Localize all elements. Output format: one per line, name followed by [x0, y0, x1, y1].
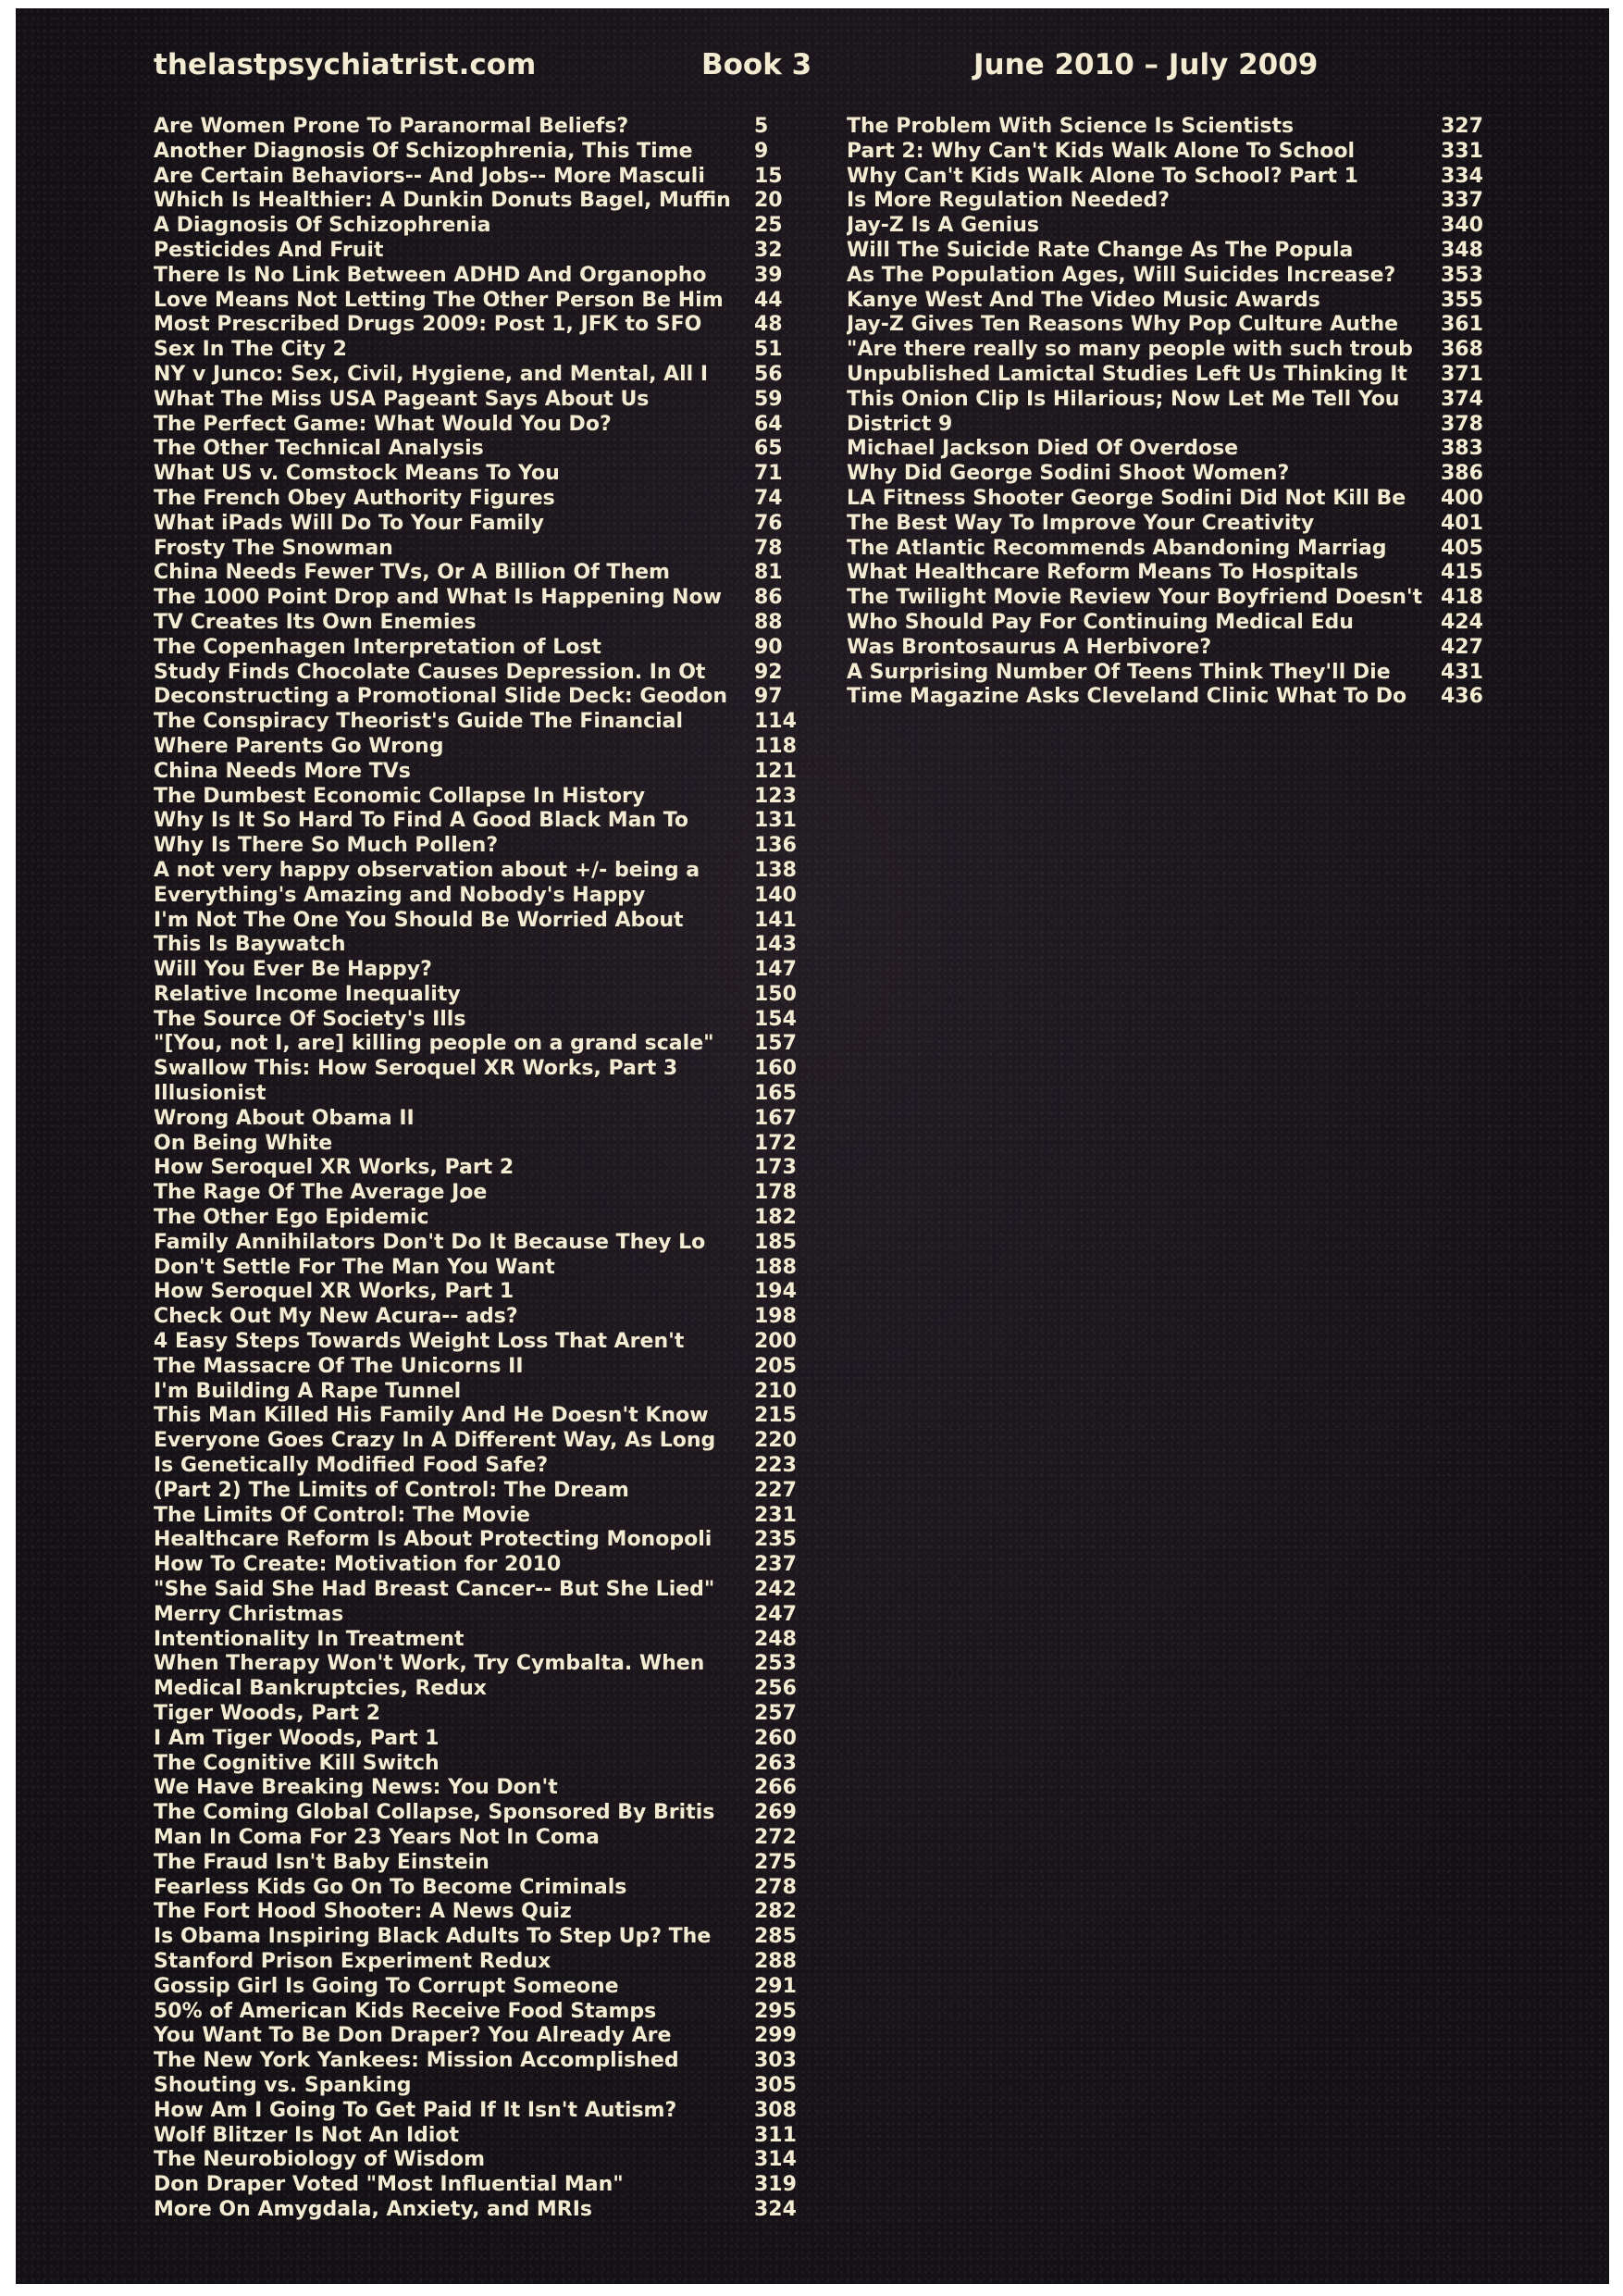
toc-entry-title: This Man Killed His Family And He Doesn't Know	[154, 1404, 709, 1428]
toc-entry-title: We Have Breaking News: You Don't	[154, 1776, 558, 1800]
toc-entry-page: 405	[1441, 536, 1483, 560]
book-number: Book 3	[701, 48, 812, 81]
toc-entry-title: Man In Coma For 23 Years Not In Coma	[154, 1825, 600, 1849]
toc-entry-title: Kanye West And The Video Music Awards	[847, 288, 1320, 312]
toc-entry-page: 256	[754, 1677, 797, 1701]
toc-entry-title: Pesticides And Fruit	[154, 238, 384, 262]
toc-entry-page: 311	[754, 2123, 797, 2147]
toc-entry-title: When Therapy Won't Work, Try Cymbalta. When	[154, 1652, 705, 1676]
toc-entry-title: China Needs More TVs	[154, 759, 411, 783]
toc-entry-page: 237	[754, 1553, 797, 1577]
toc-entry-title: Time Magazine Asks Cleveland Clinic What To Do	[847, 685, 1407, 709]
toc-entry-page: 121	[754, 759, 797, 783]
toc-entry-page: 5	[754, 115, 769, 138]
toc-entry-title: This Onion Clip Is Hilarious; Now Let Me Tell You	[847, 387, 1400, 411]
toc-entry-title: Intentionality In Treatment	[154, 1627, 465, 1651]
toc-entry-title: Is Genetically Modified Food Safe?	[154, 1454, 549, 1478]
toc-entry-page: 39	[754, 263, 783, 287]
toc-entry-page: 51	[754, 338, 783, 362]
toc-entry-page: 295	[754, 1999, 797, 2023]
toc-entry-title: Part 2: Why Can't Kids Walk Alone To School	[847, 139, 1356, 163]
toc-entry-page: 374	[1441, 387, 1483, 411]
toc-entry-title: Merry Christmas	[154, 1602, 344, 1626]
toc-entry-title: A not very happy observation about +/- being a	[154, 858, 700, 882]
toc-entry-title: How To Create: Motivation for 2010	[154, 1553, 562, 1577]
toc-entry-page: 157	[754, 1032, 797, 1056]
toc-entry-title: Why Did George Sodini Shoot Women?	[847, 462, 1290, 486]
toc-entry-title: Frosty The Snowman	[154, 536, 393, 560]
toc-entry-title: Is More Regulation Needed?	[847, 189, 1170, 213]
toc-entry-title: A Surprising Number Of Teens Think They'll Die	[847, 660, 1391, 684]
toc-entry-page: 210	[754, 1379, 797, 1403]
toc-entry-page: 136	[754, 834, 797, 858]
toc-entry-title: The Copenhagen Interpretation of Lost	[154, 635, 601, 659]
toc-entry-page: 20	[754, 189, 783, 213]
toc-entry-title: Wrong About Obama II	[154, 1106, 415, 1130]
toc-entry-page: 114	[754, 710, 797, 734]
toc-entry-title: Don Draper Voted "Most Influential Man"	[154, 2173, 624, 2197]
toc-entry-page: 185	[754, 1230, 797, 1254]
toc-entry-title: I'm Building A Rape Tunnel	[154, 1379, 462, 1403]
toc-entry-page: 64	[754, 412, 783, 436]
toc-entry-page: 97	[754, 685, 783, 709]
toc-entry-page: 165	[754, 1082, 797, 1106]
toc-entry-page: 431	[1441, 660, 1483, 684]
toc-entry-page: 269	[754, 1801, 797, 1825]
toc-entry-title: Are Certain Behaviors-- And Jobs-- More Masculi	[154, 164, 705, 188]
toc-entry-page: 400	[1441, 486, 1483, 510]
toc-entry-title: Medical Bankruptcies, Redux	[154, 1677, 487, 1701]
toc-entry-page: 25	[754, 214, 783, 238]
toc-entry-page: 353	[1441, 263, 1483, 287]
toc-entry-title: The Source Of Society's Ills	[154, 1007, 466, 1031]
toc-entry-page: 327	[1441, 115, 1483, 138]
toc-entry-title: LA Fitness Shooter George Sodini Did Not Kill Be	[847, 486, 1406, 510]
toc-entry-title: Healthcare Reform Is About Protecting Monopoli	[154, 1528, 712, 1552]
toc-entry-page: 65	[754, 437, 783, 461]
toc-entry-title: Everything's Amazing and Nobody's Happy	[154, 883, 646, 907]
toc-entry-page: 172	[754, 1131, 797, 1155]
toc-entry-page: 220	[754, 1429, 797, 1453]
toc-entry-title: Jay-Z Is A Genius	[847, 214, 1040, 238]
toc-entry-page: 291	[754, 1974, 797, 1998]
toc-entry-page: 242	[754, 1578, 797, 1602]
toc-entry-page: 131	[754, 809, 797, 833]
toc-entry-page: 200	[754, 1330, 797, 1354]
toc-entry-page: 272	[754, 1825, 797, 1849]
toc-entry-title: Why Can't Kids Walk Alone To School? Part 1	[847, 164, 1358, 188]
toc-entry-page: 88	[754, 610, 783, 634]
toc-entry-page: 331	[1441, 139, 1483, 163]
toc-entry-page: 81	[754, 561, 783, 585]
toc-entry-title: The Twilight Movie Review Your Boyfriend Doesn't	[847, 586, 1423, 610]
toc-entry-page: 150	[754, 982, 797, 1006]
toc-entry-title: 4 Easy Steps Towards Weight Loss That Aren't	[154, 1330, 685, 1354]
toc-entry-page: 15	[754, 164, 783, 188]
toc-entry-title: On Being White	[154, 1131, 333, 1155]
toc-entry-page: 368	[1441, 338, 1483, 362]
toc-entry-page: 48	[754, 313, 783, 337]
toc-entry-title: Is Obama Inspiring Black Adults To Step Up? The	[154, 1925, 712, 1949]
toc-entry-title: What The Miss USA Pageant Says About Us	[154, 387, 650, 411]
toc-entry-page: 285	[754, 1925, 797, 1949]
toc-entry-page: 337	[1441, 189, 1483, 213]
toc-entry-page: 263	[754, 1751, 797, 1775]
toc-entry-title: The 1000 Point Drop and What Is Happening Now	[154, 586, 722, 610]
toc-entry-page: 227	[754, 1478, 797, 1502]
toc-entry-page: 188	[754, 1255, 797, 1279]
toc-entry-title: How Seroquel XR Works, Part 1	[154, 1280, 514, 1304]
toc-entry-page: 138	[754, 858, 797, 882]
toc-entry-title: TV Creates Its Own Enemies	[154, 610, 477, 634]
toc-entry-title: The Perfect Game: What Would You Do?	[154, 412, 612, 436]
toc-entry-page: 361	[1441, 313, 1483, 337]
toc-entry-page: 86	[754, 586, 783, 610]
toc-entry-title: Shouting vs. Spanking	[154, 2073, 412, 2097]
toc-entry-page: 257	[754, 1702, 797, 1725]
toc-entry-title: Which Is Healthier: A Dunkin Donuts Bagel, Muffin	[154, 189, 731, 213]
toc-entry-title: Will You Ever Be Happy?	[154, 958, 432, 982]
toc-entry-page: 299	[754, 2024, 797, 2048]
toc-entry-title: "Are there really so many people with such troub	[847, 338, 1413, 362]
toc-entry-page: 436	[1441, 685, 1483, 709]
toc-entry-title: The Cognitive Kill Switch	[154, 1751, 440, 1775]
toc-entry-page: 303	[754, 2049, 797, 2073]
toc-entry-title: Don't Settle For The Man You Want	[154, 1255, 555, 1279]
toc-entry-title: More On Amygdala, Anxiety, and MRIs	[154, 2197, 593, 2221]
toc-entry-page: 355	[1441, 288, 1483, 312]
toc-entry-title: Wolf Blitzer Is Not An Idiot	[154, 2123, 460, 2147]
toc-entry-page: 427	[1441, 635, 1483, 659]
toc-entry-title: Tiger Woods, Part 2	[154, 1702, 381, 1725]
toc-entry-title: "She Said She Had Breast Cancer-- But She Lied"	[154, 1578, 715, 1602]
toc-entry-title: Study Finds Chocolate Causes Depression. In Ot	[154, 660, 706, 684]
toc-entry-page: 182	[754, 1206, 797, 1230]
toc-entry-title: (Part 2) The Limits of Control: The Dream	[154, 1478, 629, 1502]
toc-entry-title: Michael Jackson Died Of Overdose	[847, 437, 1239, 461]
toc-entry-page: 59	[754, 387, 783, 411]
toc-entry-title: How Am I Going To Get Paid If It Isn't Autism?	[154, 2098, 677, 2122]
toc-entry-page: 143	[754, 933, 797, 957]
toc-entry-title: There Is No Link Between ADHD And Organopho	[154, 263, 707, 287]
toc-entry-page: 56	[754, 362, 783, 386]
toc-entry-title: Gossip Girl Is Going To Corrupt Someone	[154, 1974, 619, 1998]
toc-entry-title: What iPads Will Do To Your Family	[154, 511, 544, 535]
toc-entry-page: 76	[754, 511, 783, 535]
toc-entry-page: 324	[754, 2197, 797, 2221]
toc-entry-title: The New York Yankees: Mission Accomplished	[154, 2049, 679, 2073]
toc-entry-title: The Neurobiology of Wisdom	[154, 2148, 486, 2172]
toc-entry-page: 340	[1441, 214, 1483, 238]
toc-entry-page: 154	[754, 1007, 797, 1031]
toc-entry-page: 248	[754, 1627, 797, 1651]
toc-entry-title: The Fraud Isn't Baby Einstein	[154, 1850, 489, 1874]
toc-entry-title: The Other Technical Analysis	[154, 437, 484, 461]
toc-entry-page: 223	[754, 1454, 797, 1478]
toc-entry-title: The Fort Hood Shooter: A News Quiz	[154, 1900, 572, 1924]
toc-entry-title: Was Brontosaurus A Herbivore?	[847, 635, 1212, 659]
toc-entry-title: The Massacre Of The Unicorns II	[154, 1354, 524, 1378]
toc-entry-title: Swallow This: How Seroquel XR Works, Part 3	[154, 1057, 678, 1081]
toc-entry-page: 378	[1441, 412, 1483, 436]
toc-entry-title: Will The Suicide Rate Change As The Popula	[847, 238, 1354, 262]
toc-entry-page: 32	[754, 238, 783, 262]
toc-entry-page: 305	[754, 2073, 797, 2097]
toc-entry-page: 278	[754, 1875, 797, 1899]
toc-entry-title: China Needs Fewer TVs, Or A Billion Of Them	[154, 561, 670, 585]
toc-entry-page: 415	[1441, 561, 1483, 585]
toc-entry-page: 371	[1441, 362, 1483, 386]
toc-entry-page: 386	[1441, 462, 1483, 486]
toc-entry-title: Deconstructing a Promotional Slide Deck: Geodon	[154, 685, 727, 709]
toc-entry-title: The French Obey Authority Figures	[154, 486, 555, 510]
toc-entry-page: 9	[754, 139, 769, 163]
toc-entry-page: 141	[754, 908, 797, 932]
date-range: June 2010 – July 2009	[973, 48, 1319, 81]
toc-entry-title: The Other Ego Epidemic	[154, 1206, 429, 1230]
toc-entry-title: The Problem With Science Is Scientists	[847, 115, 1295, 138]
toc-entry-title: Jay-Z Gives Ten Reasons Why Pop Culture Authe	[847, 313, 1399, 337]
toc-entry-page: 74	[754, 486, 783, 510]
toc-entry-title: As The Population Ages, Will Suicides Increase?	[847, 263, 1396, 287]
toc-entry-title: Most Prescribed Drugs 2009: Post 1, JFK to SFO	[154, 313, 702, 337]
toc-entry-page: 118	[754, 734, 797, 758]
toc-entry-page: 160	[754, 1057, 797, 1081]
toc-entry-title: Who Should Pay For Continuing Medical Edu	[847, 610, 1354, 634]
toc-entry-page: 194	[754, 1280, 797, 1304]
toc-entry-title: Love Means Not Letting The Other Person Be Him	[154, 288, 724, 312]
toc-entry-title: A Diagnosis Of Schizophrenia	[154, 214, 491, 238]
toc-entry-page: 231	[754, 1503, 797, 1527]
toc-entry-title: The Conspiracy Theorist's Guide The Financial	[154, 710, 684, 734]
toc-entry-page: 319	[754, 2173, 797, 2197]
toc-entry-title: The Dumbest Economic Collapse In History	[154, 784, 646, 808]
toc-entry-title: Why Is It So Hard To Find A Good Black Man To	[154, 809, 688, 833]
toc-entry-page: 235	[754, 1528, 797, 1552]
toc-entry-title: Family Annihilators Don't Do It Because They Lo	[154, 1230, 706, 1254]
toc-entry-title: Stanford Prison Experiment Redux	[154, 1949, 551, 1973]
toc-entry-title: This Is Baywatch	[154, 933, 346, 957]
toc-entry-page: 167	[754, 1106, 797, 1130]
toc-entry-title: The Limits Of Control: The Movie	[154, 1503, 530, 1527]
toc-entry-page: 401	[1441, 511, 1483, 535]
toc-entry-title: You Want To Be Don Draper? You Already Are	[154, 2024, 672, 2048]
toc-entry-page: 288	[754, 1949, 797, 1973]
toc-entry-page: 140	[754, 883, 797, 907]
toc-entry-title: Sex In The City 2	[154, 338, 347, 362]
toc-entry-page: 123	[754, 784, 797, 808]
toc-entry-title: I Am Tiger Woods, Part 1	[154, 1726, 440, 1750]
toc-entry-page: 44	[754, 288, 783, 312]
toc-entry-page: 90	[754, 635, 783, 659]
toc-entry-title: What US v. Comstock Means To You	[154, 462, 560, 486]
toc-entry-title: Another Diagnosis Of Schizophrenia, This Time	[154, 139, 693, 163]
toc-entry-title: Everyone Goes Crazy In A Different Way, As Long	[154, 1429, 716, 1453]
toc-entry-page: 266	[754, 1776, 797, 1800]
toc-entry-title: Relative Income Inequality	[154, 982, 461, 1006]
toc-entry-title: NY v Junco: Sex, Civil, Hygiene, and Mental, All I	[154, 362, 709, 386]
toc-entry-page: 334	[1441, 164, 1483, 188]
toc-entry-title: The Coming Global Collapse, Sponsored By Britis	[154, 1801, 715, 1825]
toc-entry-page: 198	[754, 1305, 797, 1329]
toc-entry-title: "[You, not I, are] killing people on a grand scale"	[154, 1032, 714, 1056]
toc-entry-page: 282	[754, 1900, 797, 1924]
toc-entry-title: Check Out My New Acura-- ads?	[154, 1305, 518, 1329]
toc-entry-title: 50% of American Kids Receive Food Stamps	[154, 1999, 657, 2023]
site-name: thelastpsychiatrist.com	[154, 48, 537, 81]
toc-entry-page: 173	[754, 1156, 797, 1180]
toc-entry-title: The Atlantic Recommends Abandoning Marriag	[847, 536, 1387, 560]
toc-entry-page: 424	[1441, 610, 1483, 634]
toc-entry-page: 314	[754, 2148, 797, 2172]
toc-entry-page: 308	[754, 2098, 797, 2122]
toc-entry-page: 247	[754, 1602, 797, 1626]
toc-entry-title: District 9	[847, 412, 953, 436]
toc-entry-page: 92	[754, 660, 783, 684]
toc-entry-title: Why Is There So Much Pollen?	[154, 834, 499, 858]
toc-entry-page: 71	[754, 462, 783, 486]
toc-entry-page: 383	[1441, 437, 1483, 461]
toc-entry-title: How Seroquel XR Works, Part 2	[154, 1156, 514, 1180]
toc-entry-page: 260	[754, 1726, 797, 1750]
toc-entry-title: I'm Not The One You Should Be Worried About	[154, 908, 684, 932]
toc-entry-page: 215	[754, 1404, 797, 1428]
toc-entry-title: What Healthcare Reform Means To Hospitals	[847, 561, 1358, 585]
toc-entry-title: Illusionist	[154, 1082, 266, 1106]
toc-entry-page: 418	[1441, 586, 1483, 610]
toc-entry-page: 178	[754, 1181, 797, 1205]
toc-entry-page: 348	[1441, 238, 1483, 262]
toc-entry-title: The Best Way To Improve Your Creativity	[847, 511, 1315, 535]
toc-entry-page: 147	[754, 958, 797, 982]
toc-entry-title: Unpublished Lamictal Studies Left Us Thinking It	[847, 362, 1407, 386]
toc-entry-page: 275	[754, 1850, 797, 1874]
toc-entry-page: 253	[754, 1652, 797, 1676]
toc-entry-title: Where Parents Go Wrong	[154, 734, 444, 758]
toc-entry-title: Fearless Kids Go On To Become Criminals	[154, 1875, 627, 1899]
toc-entry-page: 78	[754, 536, 783, 560]
toc-entry-title: Are Women Prone To Paranormal Beliefs?	[154, 115, 629, 138]
toc-entry-page: 205	[754, 1354, 797, 1378]
toc-entry-title: The Rage Of The Average Joe	[154, 1181, 488, 1205]
